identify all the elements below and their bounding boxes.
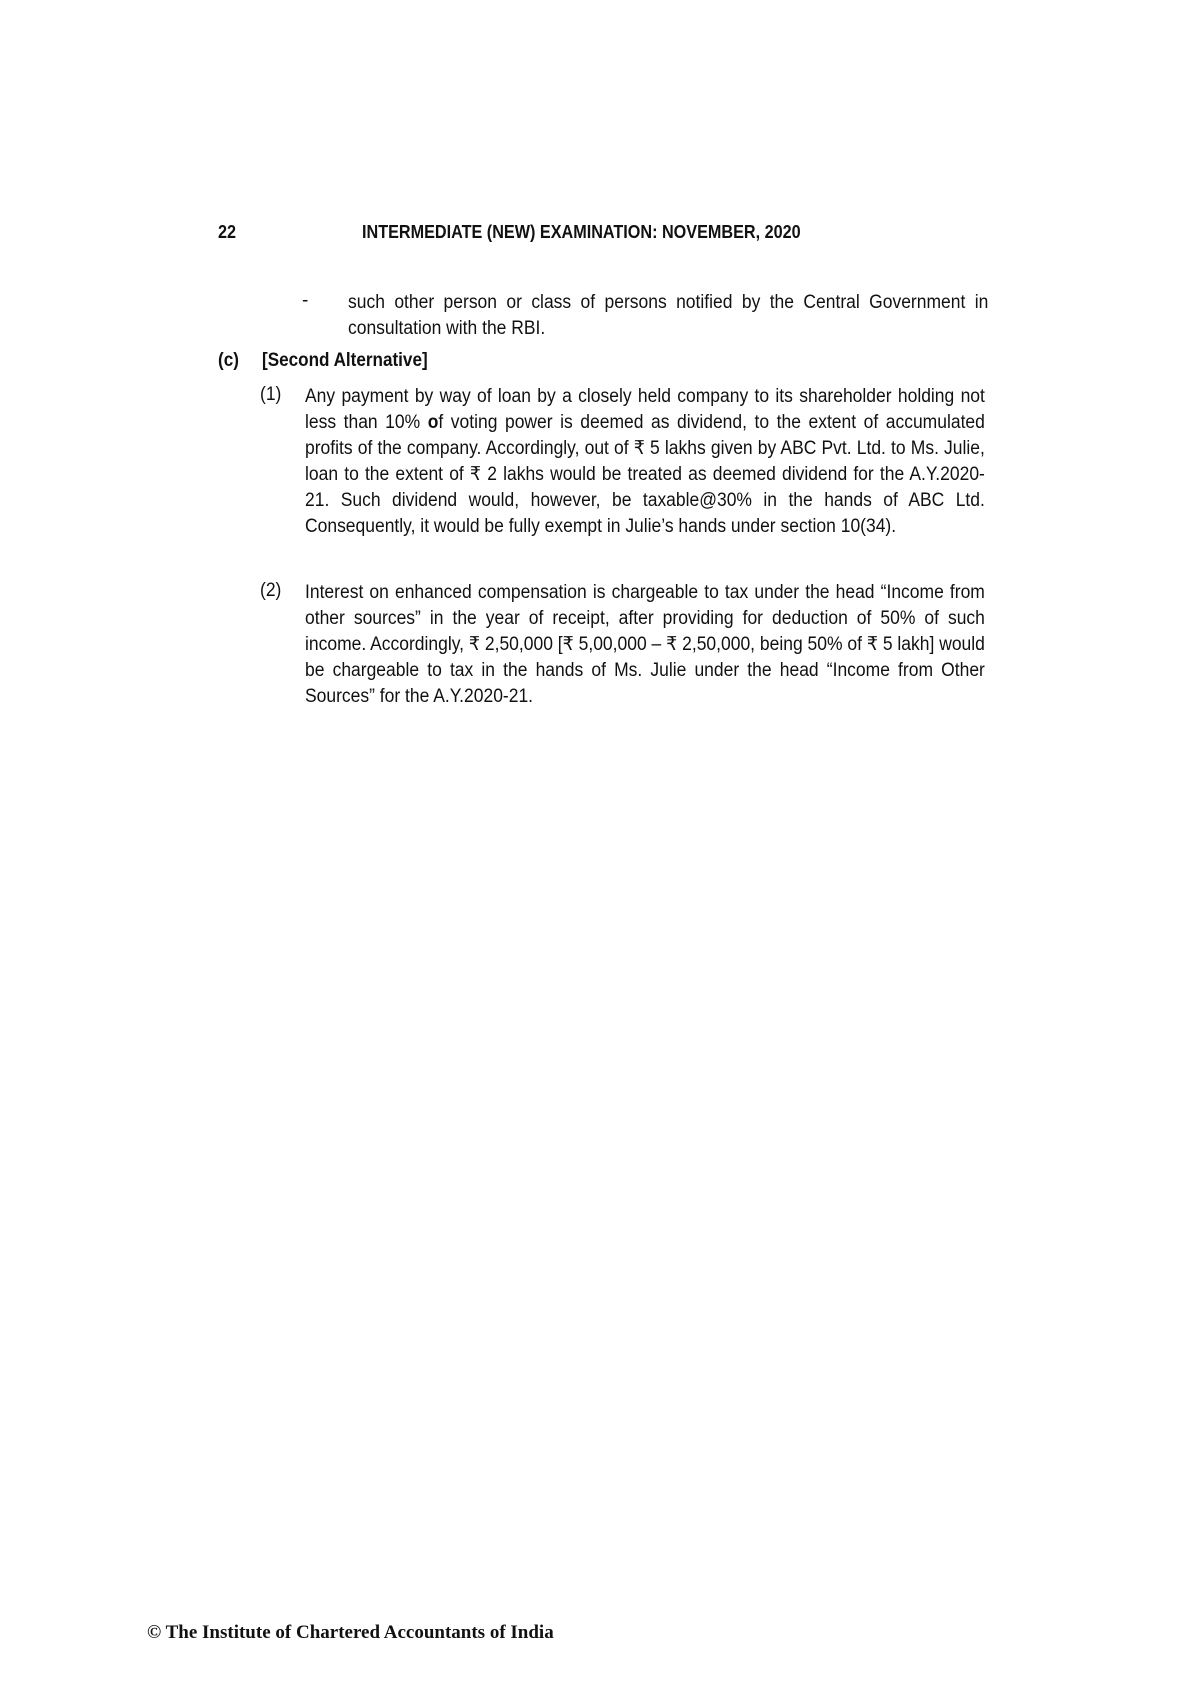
- section-title: [Second Alternative]: [262, 350, 428, 371]
- item-1-bold-letter: o: [427, 412, 439, 433]
- item-2-paragraph: Interest on enhanced compensation is chargeable to tax under the head “Income from other sources” in the year of receipt, after providing for deduction of 50% of such income. Accordingly, ₹ 2,50,000 [₹ 5,00,000 – ₹ 2,50,000, being 50% of ₹ 5 lakh] would be chargeable to tax in the hands of Ms. Julie under the head “Income from Other Sources” for the A.Y.2020-21.: [305, 582, 985, 707]
- bullet-dash: -: [302, 290, 309, 311]
- item-2-marker: (2): [260, 580, 282, 601]
- item-1-text-end: f voting power is deemed as dividend, to the extent of accumulated profits of the company. Accordingly, out of ₹ 5 lakhs given by ABC Pvt. Ltd. to Ms. Julie, loan to the extent of ₹ 2 lakhs would be treated as deemed dividend for the A.Y.2020-21. Such dividend would, however, be taxable@30% in the hands of ABC Ltd. Consequently, it would be fully exempt in Julie’s hands under section 10(34).: [305, 412, 985, 537]
- footer-copyright: © The Institute of Chartered Accountants of India: [147, 1622, 554, 1643]
- item-1-paragraph: [305, 384, 985, 540]
- section-label: (c): [218, 350, 239, 371]
- page-number: 22: [218, 222, 237, 242]
- page-header-title: INTERMEDIATE (NEW) EXAMINATION: NOVEMBER, 2020: [362, 222, 801, 242]
- item-1-marker: (1): [260, 384, 282, 405]
- bullet-text: such other person or class of persons notified by the Central Government in consultation with the RBI.: [348, 292, 989, 339]
- item-1-text-start: Any payment by way of loan by a closely held company to its shareholder holding not less than 10%: [305, 386, 985, 433]
